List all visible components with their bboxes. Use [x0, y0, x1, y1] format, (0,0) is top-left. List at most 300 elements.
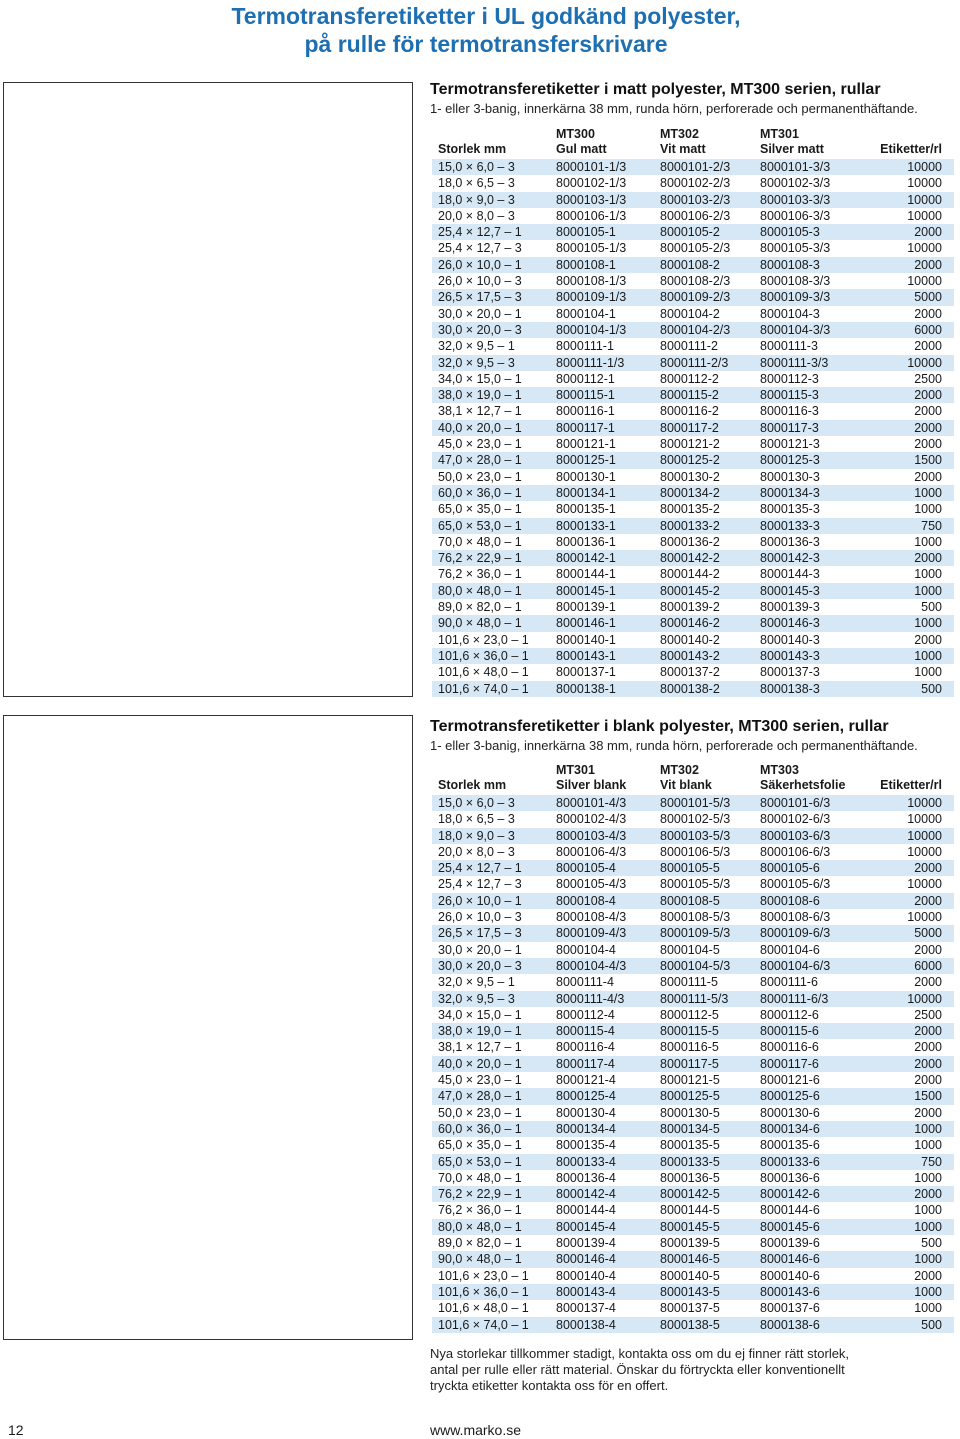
article-number-cell: 8000111-5 [654, 974, 754, 990]
size-cell: 101,6 × 23,0 – 1 [432, 1268, 550, 1284]
size-cell: 25,4 × 12,7 – 3 [432, 240, 550, 256]
article-number-cell: 8000104-6/3 [754, 958, 862, 974]
size-cell: 34,0 × 15,0 – 1 [432, 1007, 550, 1023]
article-number-cell: 8000103-6/3 [754, 828, 862, 844]
table-row [432, 518, 954, 534]
labels-per-roll-cell: 5000 [856, 289, 954, 305]
article-number-cell: 8000136-6 [754, 1170, 862, 1186]
article-number-cell: 8000146-1 [550, 615, 654, 631]
article-number-cell: 8000111-1/3 [550, 355, 654, 371]
article-number-cell: 8000106-4/3 [550, 844, 654, 860]
labels-per-roll-cell: 10000 [856, 208, 954, 224]
article-number-cell: 8000103-4/3 [550, 828, 654, 844]
size-cell: 26,0 × 10,0 – 1 [432, 893, 550, 909]
table-row [432, 273, 954, 289]
size-cell: 47,0 × 28,0 – 1 [432, 452, 550, 468]
article-number-cell: 8000133-1 [550, 518, 654, 534]
article-number-cell: 8000117-4 [550, 1056, 654, 1072]
labels-per-roll-cell: 5000 [862, 925, 954, 941]
labels-per-roll-cell: 1000 [856, 664, 954, 680]
article-number-cell: 8000142-1 [550, 550, 654, 566]
column-header: Etiketter/rl [862, 778, 954, 795]
size-cell: 18,0 × 9,0 – 3 [432, 828, 550, 844]
article-number-cell: 8000137-2 [654, 664, 754, 680]
article-number-cell: 8000143-5 [654, 1284, 754, 1300]
table-row [432, 501, 954, 517]
table-row [432, 648, 954, 664]
table-row [432, 1284, 954, 1300]
article-number-cell: 8000144-2 [654, 566, 754, 582]
article-number-cell: 8000145-2 [654, 583, 754, 599]
article-number-cell: 8000102-3/3 [754, 175, 856, 191]
article-number-cell: 8000108-6 [754, 893, 862, 909]
labels-per-roll-cell: 2000 [856, 550, 954, 566]
column-header: Vit matt [654, 142, 754, 159]
article-number-cell: 8000142-2 [654, 550, 754, 566]
article-number-cell: 8000108-3/3 [754, 273, 856, 289]
article-number-cell: 8000108-5/3 [654, 909, 754, 925]
article-number-cell: 8000105-1 [550, 224, 654, 240]
labels-per-roll-cell: 2000 [862, 1268, 954, 1284]
labels-per-roll-cell: 2500 [856, 371, 954, 387]
article-number-cell: 8000138-5 [654, 1317, 754, 1333]
size-cell: 26,0 × 10,0 – 3 [432, 273, 550, 289]
labels-per-roll-cell: 500 [862, 1317, 954, 1333]
article-number-cell: 8000125-2 [654, 452, 754, 468]
article-number-cell: 8000106-1/3 [550, 208, 654, 224]
size-cell: 30,0 × 20,0 – 1 [432, 306, 550, 322]
article-number-cell: 8000125-3 [754, 452, 856, 468]
article-number-cell: 8000105-2 [654, 224, 754, 240]
labels-per-roll-cell: 2000 [862, 860, 954, 876]
article-number-cell: 8000116-4 [550, 1039, 654, 1055]
size-cell: 25,4 × 12,7 – 1 [432, 224, 550, 240]
article-number-cell: 8000138-1 [550, 681, 654, 697]
article-number-cell: 8000111-6 [754, 974, 862, 990]
size-cell: 65,0 × 35,0 – 1 [432, 1137, 550, 1153]
size-cell: 26,5 × 17,5 – 3 [432, 289, 550, 305]
article-number-cell: 8000109-2/3 [654, 289, 754, 305]
table-row [432, 811, 954, 827]
labels-per-roll-cell: 1000 [856, 615, 954, 631]
table-row [432, 224, 954, 240]
table-row [432, 860, 954, 876]
article-number-cell: 8000121-2 [654, 436, 754, 452]
table-row [432, 958, 954, 974]
table-row [432, 436, 954, 452]
labels-per-roll-cell: 1000 [862, 1137, 954, 1153]
table-row [432, 681, 954, 697]
column-header: MT302 [654, 127, 754, 142]
size-cell: 32,0 × 9,5 – 3 [432, 355, 550, 371]
article-number-cell: 8000145-5 [654, 1219, 754, 1235]
labels-per-roll-cell: 2000 [862, 1186, 954, 1202]
article-number-cell: 8000115-5 [654, 1023, 754, 1039]
article-number-cell: 8000104-2 [654, 306, 754, 322]
column-header: Storlek mm [432, 778, 550, 795]
size-cell: 70,0 × 48,0 – 1 [432, 1170, 550, 1186]
article-number-cell: 8000104-2/3 [654, 322, 754, 338]
article-number-cell: 8000130-4 [550, 1105, 654, 1121]
labels-per-roll-cell: 750 [862, 1154, 954, 1170]
section2-title: Termotransferetiketter i blank polyester, MT300 serien, rullar [430, 718, 889, 735]
table-row [432, 420, 954, 436]
table-row [432, 828, 954, 844]
labels-per-roll-cell: 2000 [856, 306, 954, 322]
table-row [432, 664, 954, 680]
article-number-cell: 8000102-4/3 [550, 811, 654, 827]
article-number-cell: 8000101-6/3 [754, 795, 862, 811]
article-number-cell: 8000133-2 [654, 518, 754, 534]
article-number-cell: 8000134-1 [550, 485, 654, 501]
article-number-cell: 8000130-3 [754, 469, 856, 485]
table-row [432, 599, 954, 615]
article-number-cell: 8000105-3 [754, 224, 856, 240]
article-number-cell: 8000125-1 [550, 452, 654, 468]
labels-per-roll-cell: 1000 [856, 485, 954, 501]
article-number-cell: 8000104-3 [754, 306, 856, 322]
article-number-cell: 8000106-5/3 [654, 844, 754, 860]
labels-per-roll-cell: 2000 [856, 403, 954, 419]
column-header: Storlek mm [432, 142, 550, 159]
article-number-cell: 8000121-1 [550, 436, 654, 452]
size-cell: 25,4 × 12,7 – 3 [432, 876, 550, 892]
matt-polyester-table [432, 127, 954, 697]
labels-per-roll-cell: 10000 [862, 795, 954, 811]
size-cell: 30,0 × 20,0 – 1 [432, 942, 550, 958]
article-number-cell: 8000136-5 [654, 1170, 754, 1186]
size-cell: 30,0 × 20,0 – 3 [432, 322, 550, 338]
article-number-cell: 8000108-5 [654, 893, 754, 909]
table-row [432, 1039, 954, 1055]
labels-per-roll-cell: 2000 [862, 1039, 954, 1055]
article-number-cell: 8000142-5 [654, 1186, 754, 1202]
article-number-cell: 8000104-5/3 [654, 958, 754, 974]
table-row [432, 387, 954, 403]
size-cell: 60,0 × 36,0 – 1 [432, 1121, 550, 1137]
table-row [432, 1088, 954, 1104]
labels-per-roll-cell: 2000 [862, 893, 954, 909]
table-row [432, 991, 954, 1007]
size-cell: 18,0 × 6,5 – 3 [432, 175, 550, 191]
table-row [432, 1235, 954, 1251]
size-cell: 76,2 × 22,9 – 1 [432, 550, 550, 566]
labels-per-roll-cell: 10000 [856, 175, 954, 191]
article-number-cell: 8000143-1 [550, 648, 654, 664]
column-header: Silver blank [550, 778, 654, 795]
page-title-line-2: på rulle för termotransferskrivare [304, 31, 668, 57]
table-row [432, 1300, 954, 1316]
table-row [432, 925, 954, 941]
column-header: MT300 [550, 127, 654, 142]
article-number-cell: 8000135-4 [550, 1137, 654, 1153]
size-cell: 76,2 × 36,0 – 1 [432, 1202, 550, 1218]
table-row [432, 1023, 954, 1039]
column-header: Silver matt [754, 142, 856, 159]
size-cell: 90,0 × 48,0 – 1 [432, 1251, 550, 1267]
article-number-cell: 8000103-2/3 [654, 192, 754, 208]
table-row [432, 1072, 954, 1088]
article-number-cell: 8000117-1 [550, 420, 654, 436]
article-number-cell: 8000134-4 [550, 1121, 654, 1137]
article-number-cell: 8000109-1/3 [550, 289, 654, 305]
table-row [432, 1007, 954, 1023]
article-number-cell: 8000137-6 [754, 1300, 862, 1316]
table-row [432, 1268, 954, 1284]
labels-per-roll-cell: 2000 [862, 1105, 954, 1121]
article-number-cell: 8000116-6 [754, 1039, 862, 1055]
article-number-cell: 8000108-1/3 [550, 273, 654, 289]
table-row [432, 208, 954, 224]
article-number-cell: 8000144-1 [550, 566, 654, 582]
article-number-cell: 8000144-4 [550, 1202, 654, 1218]
size-cell: 38,1 × 12,7 – 1 [432, 1039, 550, 1055]
article-number-cell: 8000146-5 [654, 1251, 754, 1267]
article-number-cell: 8000138-6 [754, 1317, 862, 1333]
table-row [432, 322, 954, 338]
table-header-row [432, 763, 954, 778]
labels-per-roll-cell: 2000 [856, 632, 954, 648]
article-number-cell: 8000121-6 [754, 1072, 862, 1088]
article-number-cell: 8000145-3 [754, 583, 856, 599]
article-number-cell: 8000139-3 [754, 599, 856, 615]
size-cell: 80,0 × 48,0 – 1 [432, 1219, 550, 1235]
article-number-cell: 8000146-3 [754, 615, 856, 631]
size-cell: 47,0 × 28,0 – 1 [432, 1088, 550, 1104]
table-row [432, 240, 954, 256]
article-number-cell: 8000139-5 [654, 1235, 754, 1251]
article-number-cell: 8000105-1/3 [550, 240, 654, 256]
table-row [432, 1317, 954, 1333]
article-number-cell: 8000135-5 [654, 1137, 754, 1153]
size-cell: 20,0 × 8,0 – 3 [432, 844, 550, 860]
table-row [432, 583, 954, 599]
article-number-cell: 8000109-3/3 [754, 289, 856, 305]
article-number-cell: 8000105-4/3 [550, 876, 654, 892]
article-number-cell: 8000121-5 [654, 1072, 754, 1088]
article-number-cell: 8000144-5 [654, 1202, 754, 1218]
article-number-cell: 8000130-6 [754, 1105, 862, 1121]
table-row [432, 615, 954, 631]
size-cell: 50,0 × 23,0 – 1 [432, 1105, 550, 1121]
article-number-cell: 8000111-4/3 [550, 991, 654, 1007]
labels-per-roll-cell: 2000 [862, 1072, 954, 1088]
size-cell: 45,0 × 23,0 – 1 [432, 436, 550, 452]
article-number-cell: 8000104-3/3 [754, 322, 856, 338]
article-number-cell: 8000104-1/3 [550, 322, 654, 338]
table-row [432, 192, 954, 208]
article-number-cell: 8000116-1 [550, 403, 654, 419]
labels-per-roll-cell: 1000 [862, 1251, 954, 1267]
column-header: Etiketter/rl [856, 142, 954, 159]
article-number-cell: 8000146-6 [754, 1251, 862, 1267]
labels-per-roll-cell: 1000 [862, 1170, 954, 1186]
labels-per-roll-cell: 1000 [856, 583, 954, 599]
article-number-cell: 8000144-6 [754, 1202, 862, 1218]
article-number-cell: 8000111-3/3 [754, 355, 856, 371]
size-cell: 89,0 × 82,0 – 1 [432, 1235, 550, 1251]
table-row [432, 942, 954, 958]
column-header [432, 127, 550, 142]
size-cell: 65,0 × 53,0 – 1 [432, 1154, 550, 1170]
size-cell: 101,6 × 23,0 – 1 [432, 632, 550, 648]
article-number-cell: 8000125-4 [550, 1088, 654, 1104]
article-number-cell: 8000137-3 [754, 664, 856, 680]
article-number-cell: 8000136-2 [654, 534, 754, 550]
article-number-cell: 8000121-3 [754, 436, 856, 452]
table-row [432, 1251, 954, 1267]
labels-per-roll-cell: 2000 [856, 338, 954, 354]
table-row [432, 876, 954, 892]
column-header: MT302 [654, 763, 754, 778]
article-number-cell: 8000115-4 [550, 1023, 654, 1039]
column-header: Vit blank [654, 778, 754, 795]
article-number-cell: 8000143-4 [550, 1284, 654, 1300]
article-number-cell: 8000111-2 [654, 338, 754, 354]
size-cell: 76,2 × 22,9 – 1 [432, 1186, 550, 1202]
column-header: MT301 [754, 127, 856, 142]
table-row [432, 1105, 954, 1121]
size-cell: 101,6 × 74,0 – 1 [432, 681, 550, 697]
table-row [432, 371, 954, 387]
article-number-cell: 8000111-5/3 [654, 991, 754, 1007]
size-cell: 40,0 × 20,0 – 1 [432, 1056, 550, 1072]
article-number-cell: 8000102-2/3 [654, 175, 754, 191]
size-cell: 89,0 × 82,0 – 1 [432, 599, 550, 615]
table-row [432, 485, 954, 501]
article-number-cell: 8000112-3 [754, 371, 856, 387]
table-row [432, 566, 954, 582]
size-cell: 90,0 × 48,0 – 1 [432, 615, 550, 631]
size-cell: 25,4 × 12,7 – 1 [432, 860, 550, 876]
table-row [432, 974, 954, 990]
article-number-cell: 8000108-2 [654, 257, 754, 273]
table-row [432, 1219, 954, 1235]
article-number-cell: 8000142-4 [550, 1186, 654, 1202]
labels-per-roll-cell: 10000 [856, 273, 954, 289]
table-row [432, 795, 954, 811]
table-row [432, 844, 954, 860]
table-header-row [432, 142, 954, 159]
labels-per-roll-cell: 2000 [856, 387, 954, 403]
labels-per-roll-cell: 10000 [862, 876, 954, 892]
labels-per-roll-cell: 2000 [862, 1056, 954, 1072]
table-row [432, 1186, 954, 1202]
article-number-cell: 8000135-1 [550, 501, 654, 517]
article-number-cell: 8000111-3 [754, 338, 856, 354]
article-number-cell: 8000111-4 [550, 974, 654, 990]
footer-url: www.marko.se [430, 1422, 522, 1438]
table-row [432, 1170, 954, 1186]
section1-subtitle: 1- eller 3-banig, innerkärna 38 mm, runda hörn, perforerade och permanenthäftande. [430, 101, 918, 116]
table-row [432, 1137, 954, 1153]
article-number-cell: 8000101-2/3 [654, 159, 754, 175]
labels-per-roll-cell: 1000 [862, 1202, 954, 1218]
labels-per-roll-cell: 10000 [856, 240, 954, 256]
article-number-cell: 8000104-4 [550, 942, 654, 958]
article-number-cell: 8000125-6 [754, 1088, 862, 1104]
article-number-cell: 8000142-3 [754, 550, 856, 566]
page-title [196, 2, 776, 58]
article-number-cell: 8000145-4 [550, 1219, 654, 1235]
labels-per-roll-cell: 10000 [856, 159, 954, 175]
article-number-cell: 8000134-2 [654, 485, 754, 501]
article-number-cell: 8000112-6 [754, 1007, 862, 1023]
article-number-cell: 8000130-2 [654, 469, 754, 485]
article-number-cell: 8000135-6 [754, 1137, 862, 1153]
labels-per-roll-cell: 750 [856, 518, 954, 534]
size-cell: 80,0 × 48,0 – 1 [432, 583, 550, 599]
article-number-cell: 8000143-2 [654, 648, 754, 664]
column-header [862, 763, 954, 778]
table-header-row [432, 778, 954, 795]
article-number-cell: 8000137-1 [550, 664, 654, 680]
article-number-cell: 8000138-2 [654, 681, 754, 697]
labels-per-roll-cell: 2000 [862, 974, 954, 990]
article-number-cell: 8000138-4 [550, 1317, 654, 1333]
article-number-cell: 8000130-1 [550, 469, 654, 485]
article-number-cell: 8000104-1 [550, 306, 654, 322]
labels-per-roll-cell: 2000 [856, 224, 954, 240]
article-number-cell: 8000116-3 [754, 403, 856, 419]
article-number-cell: 8000135-2 [654, 501, 754, 517]
article-number-cell: 8000112-4 [550, 1007, 654, 1023]
article-number-cell: 8000104-4/3 [550, 958, 654, 974]
column-header [856, 127, 954, 142]
article-number-cell: 8000139-1 [550, 599, 654, 615]
article-number-cell: 8000109-6/3 [754, 925, 862, 941]
article-number-cell: 8000138-3 [754, 681, 856, 697]
size-cell: 38,0 × 19,0 – 1 [432, 1023, 550, 1039]
article-number-cell: 8000103-3/3 [754, 192, 856, 208]
article-number-cell: 8000117-3 [754, 420, 856, 436]
labels-per-roll-cell: 2000 [856, 469, 954, 485]
size-cell: 45,0 × 23,0 – 1 [432, 1072, 550, 1088]
labels-per-roll-cell: 10000 [862, 909, 954, 925]
article-number-cell: 8000134-5 [654, 1121, 754, 1137]
article-number-cell: 8000117-2 [654, 420, 754, 436]
article-number-cell: 8000108-1 [550, 257, 654, 273]
table-row [432, 550, 954, 566]
article-number-cell: 8000140-6 [754, 1268, 862, 1284]
size-cell: 70,0 × 48,0 – 1 [432, 534, 550, 550]
article-number-cell: 8000112-1 [550, 371, 654, 387]
article-number-cell: 8000102-6/3 [754, 811, 862, 827]
article-number-cell: 8000139-2 [654, 599, 754, 615]
size-cell: 32,0 × 9,5 – 3 [432, 991, 550, 1007]
labels-per-roll-cell: 2000 [856, 257, 954, 273]
size-cell: 101,6 × 36,0 – 1 [432, 648, 550, 664]
article-number-cell: 8000116-5 [654, 1039, 754, 1055]
table-row [432, 1121, 954, 1137]
labels-per-roll-cell: 10000 [856, 355, 954, 371]
article-number-cell: 8000145-1 [550, 583, 654, 599]
article-number-cell: 8000109-4/3 [550, 925, 654, 941]
table-row [432, 1202, 954, 1218]
article-number-cell: 8000104-6 [754, 942, 862, 958]
article-number-cell: 8000139-4 [550, 1235, 654, 1251]
article-number-cell: 8000134-3 [754, 485, 856, 501]
size-cell: 50,0 × 23,0 – 1 [432, 469, 550, 485]
article-number-cell: 8000105-4 [550, 860, 654, 876]
size-cell: 65,0 × 35,0 – 1 [432, 501, 550, 517]
product-image-placeholder-1 [3, 82, 413, 697]
article-number-cell: 8000117-6 [754, 1056, 862, 1072]
size-cell: 18,0 × 6,5 – 3 [432, 811, 550, 827]
size-cell: 30,0 × 20,0 – 3 [432, 958, 550, 974]
page-title-line-1: Termotransferetiketter i UL godkänd polyester, [231, 3, 741, 29]
column-header: Säkerhetsfolie [754, 778, 862, 795]
